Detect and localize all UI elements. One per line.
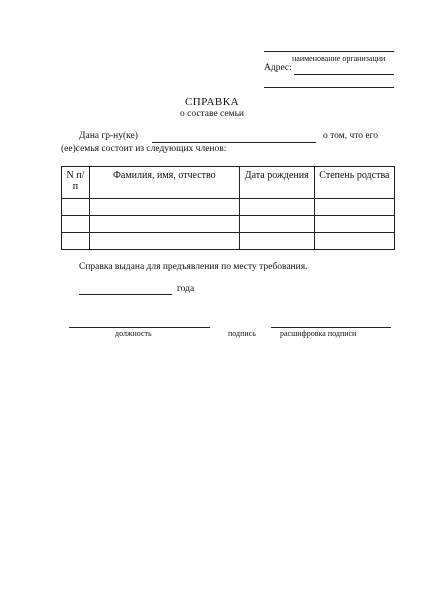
table-cell[interactable] xyxy=(89,199,239,216)
table-row xyxy=(62,233,395,250)
document-subtitle: о составе семьи xyxy=(179,109,245,119)
citizen-name-field[interactable] xyxy=(152,142,316,143)
table-cell[interactable] xyxy=(62,199,90,216)
address-line[interactable] xyxy=(294,74,394,75)
organization-line xyxy=(264,51,394,52)
table-row xyxy=(62,216,395,233)
table-cell[interactable] xyxy=(314,199,394,216)
header-relationship: Степень родства xyxy=(314,167,394,199)
header-full-name: Фамилия, имя, отчество xyxy=(89,167,239,199)
position-caption: должность xyxy=(115,329,152,338)
table-cell[interactable] xyxy=(239,216,314,233)
header-birth-date: Дата рождения xyxy=(239,167,314,199)
organization-caption: наименование организации xyxy=(292,54,386,63)
members-intro: (ее)семья состоит из следующих членов: xyxy=(61,144,227,154)
table-cell[interactable] xyxy=(89,216,239,233)
table-header-row xyxy=(62,167,395,199)
header-number: N п/п xyxy=(62,167,90,199)
family-members-table xyxy=(61,166,395,250)
table-cell[interactable] xyxy=(239,199,314,216)
table-cell[interactable] xyxy=(314,216,394,233)
table-cell[interactable] xyxy=(89,233,239,250)
given-suffix: о том, что его xyxy=(323,131,379,141)
document-title: СПРАВКА xyxy=(184,96,240,108)
table-cell[interactable] xyxy=(62,216,90,233)
signature-decode-line[interactable] xyxy=(271,327,391,328)
table-row xyxy=(62,199,395,216)
issued-statement: Справка выдана для предъявления по месту требования. xyxy=(79,262,308,272)
table-cell[interactable] xyxy=(314,233,394,250)
date-field[interactable] xyxy=(79,294,172,295)
table-cell[interactable] xyxy=(62,233,90,250)
signature-caption: подпись xyxy=(228,329,256,338)
decode-caption: расшифровка подписи xyxy=(280,329,357,338)
given-prefix: Дана гр-ну(ке) xyxy=(79,131,138,141)
address-line-2[interactable] xyxy=(264,87,394,88)
position-line[interactable] xyxy=(69,327,210,328)
year-suffix: года xyxy=(177,284,195,294)
table-cell[interactable] xyxy=(239,233,314,250)
address-label: Адрес: xyxy=(264,63,292,73)
